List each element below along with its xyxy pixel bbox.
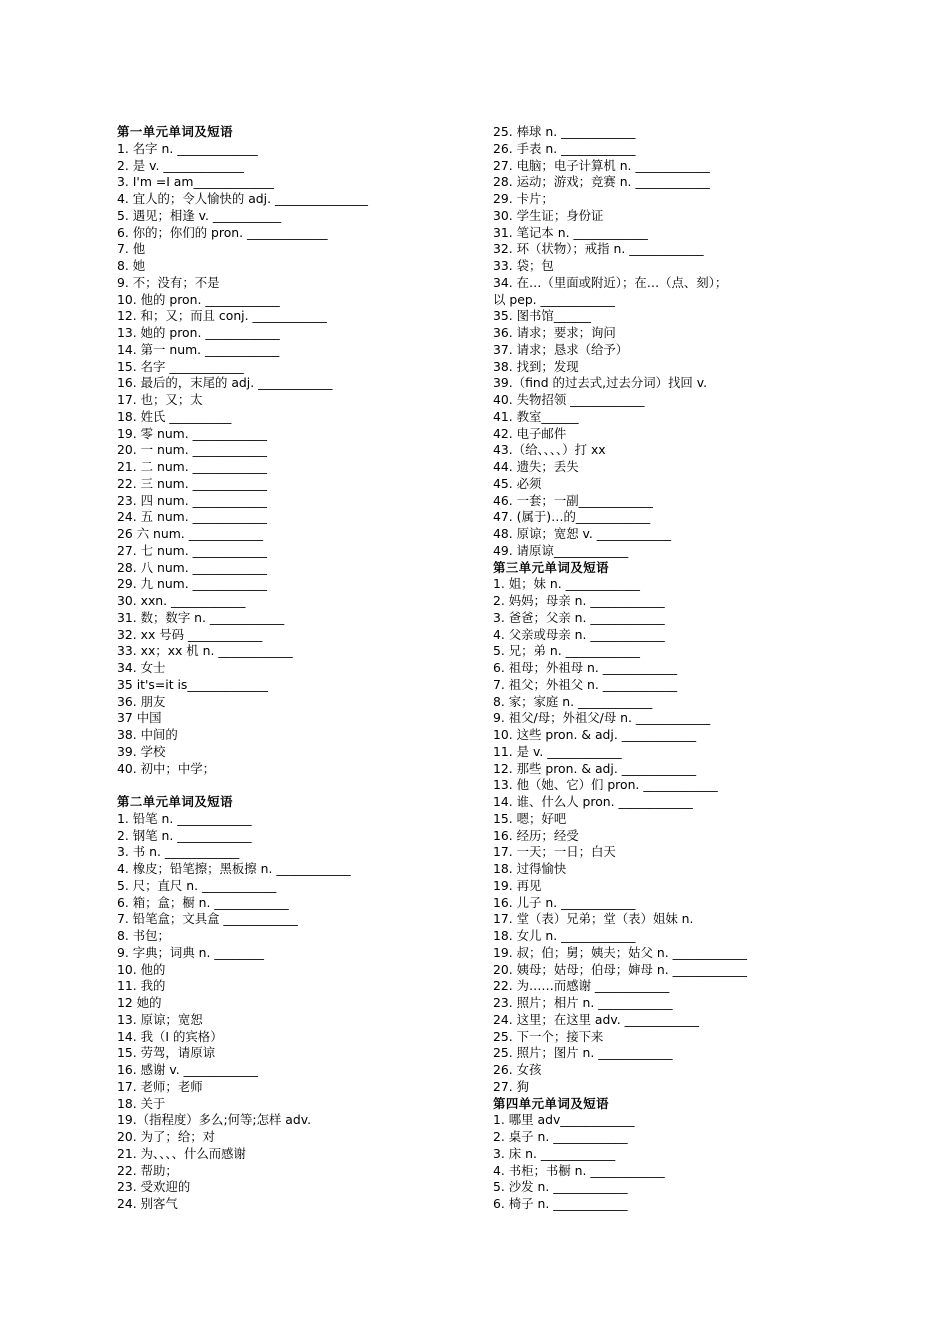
vocab-item: 1. 哪里 adv____________	[493, 1112, 635, 1128]
right-column	[493, 124, 853, 1213]
vocab-item: 6. 箱；盒；橱 n. ____________	[117, 894, 289, 910]
vocab-item: 9. 不；没有；不是	[117, 274, 220, 290]
vocab-item: 33. 袋；包	[493, 258, 554, 273]
vocab-item: 4. 宜人的；令人愉快的 adj. _______________	[117, 191, 368, 206]
vocab-item: 15. 嗯；好吧	[493, 810, 567, 826]
vocab-item: 7. 祖父；外祖父 n. ____________	[493, 676, 678, 692]
vocab-item: 12 她的	[117, 995, 162, 1010]
vocab-item: 25. 下一个；接下来	[493, 1028, 604, 1044]
vocab-item: 10. 他的	[117, 961, 166, 977]
vocab-item: 44. 遗失；丢失	[493, 459, 579, 474]
vocab-item: 42. 电子邮件	[493, 425, 567, 441]
vocab-item: 25. 棒球 n. ____________	[493, 124, 636, 139]
vocab-item: 18. 女儿 n. ____________	[493, 928, 636, 943]
vocab-item: 46. 一套；一副____________	[493, 492, 653, 508]
vocab-item: 47. (属于)…的____________	[493, 509, 651, 525]
vocab-item: 22. 三 num. ____________	[117, 475, 267, 491]
vocab-item: 2. 是 v. _____________	[117, 157, 244, 173]
vocab-item: 以 pep. ____________	[493, 291, 615, 307]
vocab-item: 29. 卡片；	[493, 191, 554, 206]
vocab-item: 39. 学校	[117, 743, 166, 759]
vocab-item: 12. 那些 pron. & adj. ____________	[493, 760, 697, 776]
vocab-item: 27. 电脑；电子计算机 n. ____________	[493, 157, 710, 173]
vocab-item: 9. 字典；词典 n. ________	[117, 944, 264, 960]
vocab-item: 24. 这里；在这里 adv. ____________	[493, 1011, 699, 1027]
vocab-item: 39.（find 的过去式,过去分词）找回 v.	[493, 375, 708, 391]
vocab-item: 21. 二 num. ____________	[117, 459, 267, 474]
section-heading: 第四单元单词及短语	[493, 1095, 610, 1111]
vocab-item: 22. 为……而感谢 ____________	[493, 978, 670, 994]
vocab-item: 2. 桌子 n. ____________	[493, 1129, 628, 1144]
vocab-item: 17. 一天；一日；白天	[493, 844, 616, 860]
vocab-item: 35 it's=it is_____________	[117, 676, 268, 692]
vocab-item: 5. 沙发 n. ____________	[493, 1179, 628, 1195]
vocab-item: 30. 学生证；身份证	[493, 207, 604, 223]
vocab-item: 8. 家；家庭 n. ____________	[493, 693, 653, 709]
vocab-item: 20. 姨母；姑母；伯母；婶母 n. ____________	[493, 961, 747, 977]
vocab-item: 38. 找到；发现	[493, 358, 579, 374]
vocab-item: 37 中国	[117, 710, 162, 726]
vocab-item: 49. 请原谅____________	[493, 542, 629, 558]
vocab-item: 16. 最后的，末尾的 adj. ____________	[117, 375, 333, 391]
vocab-item: 16. 儿子 n. ____________	[493, 894, 636, 910]
vocab-item: 7. 铅笔盒；文具盒 ____________	[117, 911, 298, 927]
spacer	[117, 777, 477, 794]
vocab-item: 34. 在…（里面或附近）；在…（点、刻）；	[493, 274, 728, 290]
vocab-item: 33. xx；xx 机 n. ____________	[117, 643, 293, 659]
vocab-item: 19. 再见	[493, 877, 542, 893]
vocab-item: 21. 为、、、、什么而感谢	[117, 1145, 246, 1161]
vocab-item: 34. 女士	[117, 660, 166, 675]
vocab-item: 22. 帮助；	[117, 1162, 178, 1178]
vocab-item: 2. 钢笔 n. ____________	[117, 827, 252, 843]
vocab-item: 18. 姓氏 __________	[117, 408, 232, 424]
vocab-item: 15. 劳驾，请原谅	[117, 1045, 215, 1061]
vocab-item: 45. 必须	[493, 475, 542, 491]
vocab-item: 40. 初中；中学；	[117, 760, 215, 776]
vocab-item: 18. 关于	[117, 1095, 166, 1111]
vocab-item: 7. 他	[117, 241, 146, 257]
vocab-item: 37. 请求；恳求（给予）	[493, 341, 629, 357]
vocab-item: 17. 老师；老师	[117, 1078, 203, 1094]
vocab-item: 3. 书 n. ____________	[117, 844, 240, 860]
vocab-item: 14. 我（I 的宾格）	[117, 1028, 223, 1044]
vocab-item: 6. 祖母；外祖母 n. ____________	[493, 660, 678, 675]
vocab-item: 32. xx 号码 ____________	[117, 626, 263, 642]
vocab-item: 9. 祖父/母；外祖父/母 n. ____________	[493, 710, 711, 726]
vocab-item: 17. 也；又；太	[117, 392, 203, 407]
vocab-item: 10. 这些 pron. & adj. ____________	[493, 727, 697, 742]
vocab-item: 41. 教室______	[493, 408, 579, 424]
vocab-item: 28. 八 num. ____________	[117, 559, 267, 575]
vocab-item: 8. 她	[117, 258, 146, 273]
vocab-item: 20. 一 num. ____________	[117, 442, 267, 458]
vocab-item: 19.（指程度）多么;何等;怎样 adv.	[117, 1112, 312, 1128]
vocab-item: 23. 四 num. ____________	[117, 492, 267, 508]
vocab-item: 13. 原谅；宽恕	[117, 1011, 203, 1027]
vocab-item: 31. 数；数字 n. ____________	[117, 609, 285, 625]
vocab-item: 5. 遇见；相逢 v. ___________	[117, 207, 282, 223]
vocab-item: 2. 妈妈；母亲 n. ____________	[493, 593, 665, 608]
vocab-item: 20. 为了；给；对	[117, 1129, 215, 1144]
vocab-item: 23. 照片；相片 n. ____________	[493, 995, 673, 1010]
vocab-item: 38. 中间的	[117, 727, 178, 742]
vocab-item: 3. I'm =I am_____________	[117, 174, 275, 190]
vocab-item: 4. 橡皮；铅笔擦；黑板擦 n. ____________	[117, 861, 351, 876]
vocab-item: 35. 图书馆______	[493, 308, 591, 324]
vocab-item: 1. 铅笔 n. ____________	[117, 810, 252, 826]
vocab-item: 25. 照片；图片 n. ____________	[493, 1045, 673, 1061]
vocab-item: 15. 名字 ____________	[117, 358, 244, 374]
vocab-item: 1. 姐；妹 n. ____________	[493, 576, 640, 592]
vocab-item: 4. 书柜；书橱 n. ____________	[493, 1162, 665, 1178]
vocab-item: 26 六 num. ____________	[117, 526, 264, 541]
vocab-item: 26. 女孩	[493, 1062, 542, 1077]
vocab-item: 43.（给、、、、）打 xx	[493, 442, 606, 458]
section-heading: 第二单元单词及短语	[117, 794, 234, 809]
vocab-item: 13. 她的 pron. ____________	[117, 325, 280, 340]
vocab-item: 24. 别客气	[117, 1196, 178, 1211]
vocab-item: 14. 谁、什么人 pron. ____________	[493, 794, 693, 809]
vocab-item: 19. 零 num. ____________	[117, 425, 267, 441]
vocab-item: 5. 兄；弟 n. ____________	[493, 643, 640, 659]
vocab-item: 19. 叔；伯；舅；姨夫；姑父 n. ____________	[493, 944, 747, 960]
vocab-item: 4. 父亲或母亲 n. ____________	[493, 626, 665, 642]
vocab-item: 3. 床 n. ____________	[493, 1145, 616, 1161]
vocab-item: 16. 经历；经受	[493, 827, 579, 843]
vocab-item: 11. 我的	[117, 978, 166, 994]
vocab-item: 16. 感谢 v. ____________	[117, 1062, 258, 1077]
vocab-item: 8. 书包；	[117, 928, 170, 943]
left-column	[117, 124, 477, 1213]
vocab-item: 11. 是 v. ____________	[493, 743, 622, 759]
vocab-item: 23. 受欢迎的	[117, 1179, 191, 1195]
vocab-item: 48. 原谅；宽恕 v. ____________	[493, 526, 672, 541]
vocab-item: 5. 尺；直尺 n. ____________	[117, 877, 277, 893]
vocab-item: 1. 名字 n. _____________	[117, 140, 258, 156]
vocab-item: 31. 笔记本 n. ____________	[493, 224, 648, 240]
vocab-item: 10. 他的 pron. ____________	[117, 291, 280, 307]
vocab-item: 17. 堂（表）兄弟；堂（表）姐妹 n.	[493, 911, 694, 927]
vocab-item: 27. 七 num. ____________	[117, 542, 267, 558]
vocab-item: 26. 手表 n. ____________	[493, 140, 636, 156]
vocab-item: 36. 朋友	[117, 693, 166, 709]
vocab-item: 27. 狗	[493, 1078, 530, 1094]
section-heading: 第三单元单词及短语	[493, 559, 610, 575]
vocab-item: 36. 请求；要求；询问	[493, 325, 616, 340]
section-heading: 第一单元单词及短语	[117, 124, 234, 139]
vocab-item: 28. 运动；游戏；竞赛 n. ____________	[493, 174, 710, 190]
vocab-item: 3. 爸爸；父亲 n. ____________	[493, 609, 665, 625]
vocab-item: 30. xxn. ____________	[117, 593, 246, 608]
vocab-item: 18. 过得愉快	[493, 861, 567, 876]
vocab-item: 6. 你的；你们的 pron. _____________	[117, 224, 328, 240]
vocab-item: 24. 五 num. ____________	[117, 509, 267, 525]
vocab-item: 14. 第一 num. ____________	[117, 341, 280, 357]
vocab-item: 12. 和；又；而且 conj. ____________	[117, 308, 327, 324]
vocab-item: 40. 失物招领 ____________	[493, 392, 645, 407]
vocab-item: 6. 椅子 n. ____________	[493, 1196, 628, 1211]
vocab-item: 32. 环（状物）；戒指 n. ____________	[493, 241, 704, 257]
vocab-item: 13. 他（她、它）们 pron. ____________	[493, 777, 718, 793]
vocab-item: 29. 九 num. ____________	[117, 576, 267, 592]
